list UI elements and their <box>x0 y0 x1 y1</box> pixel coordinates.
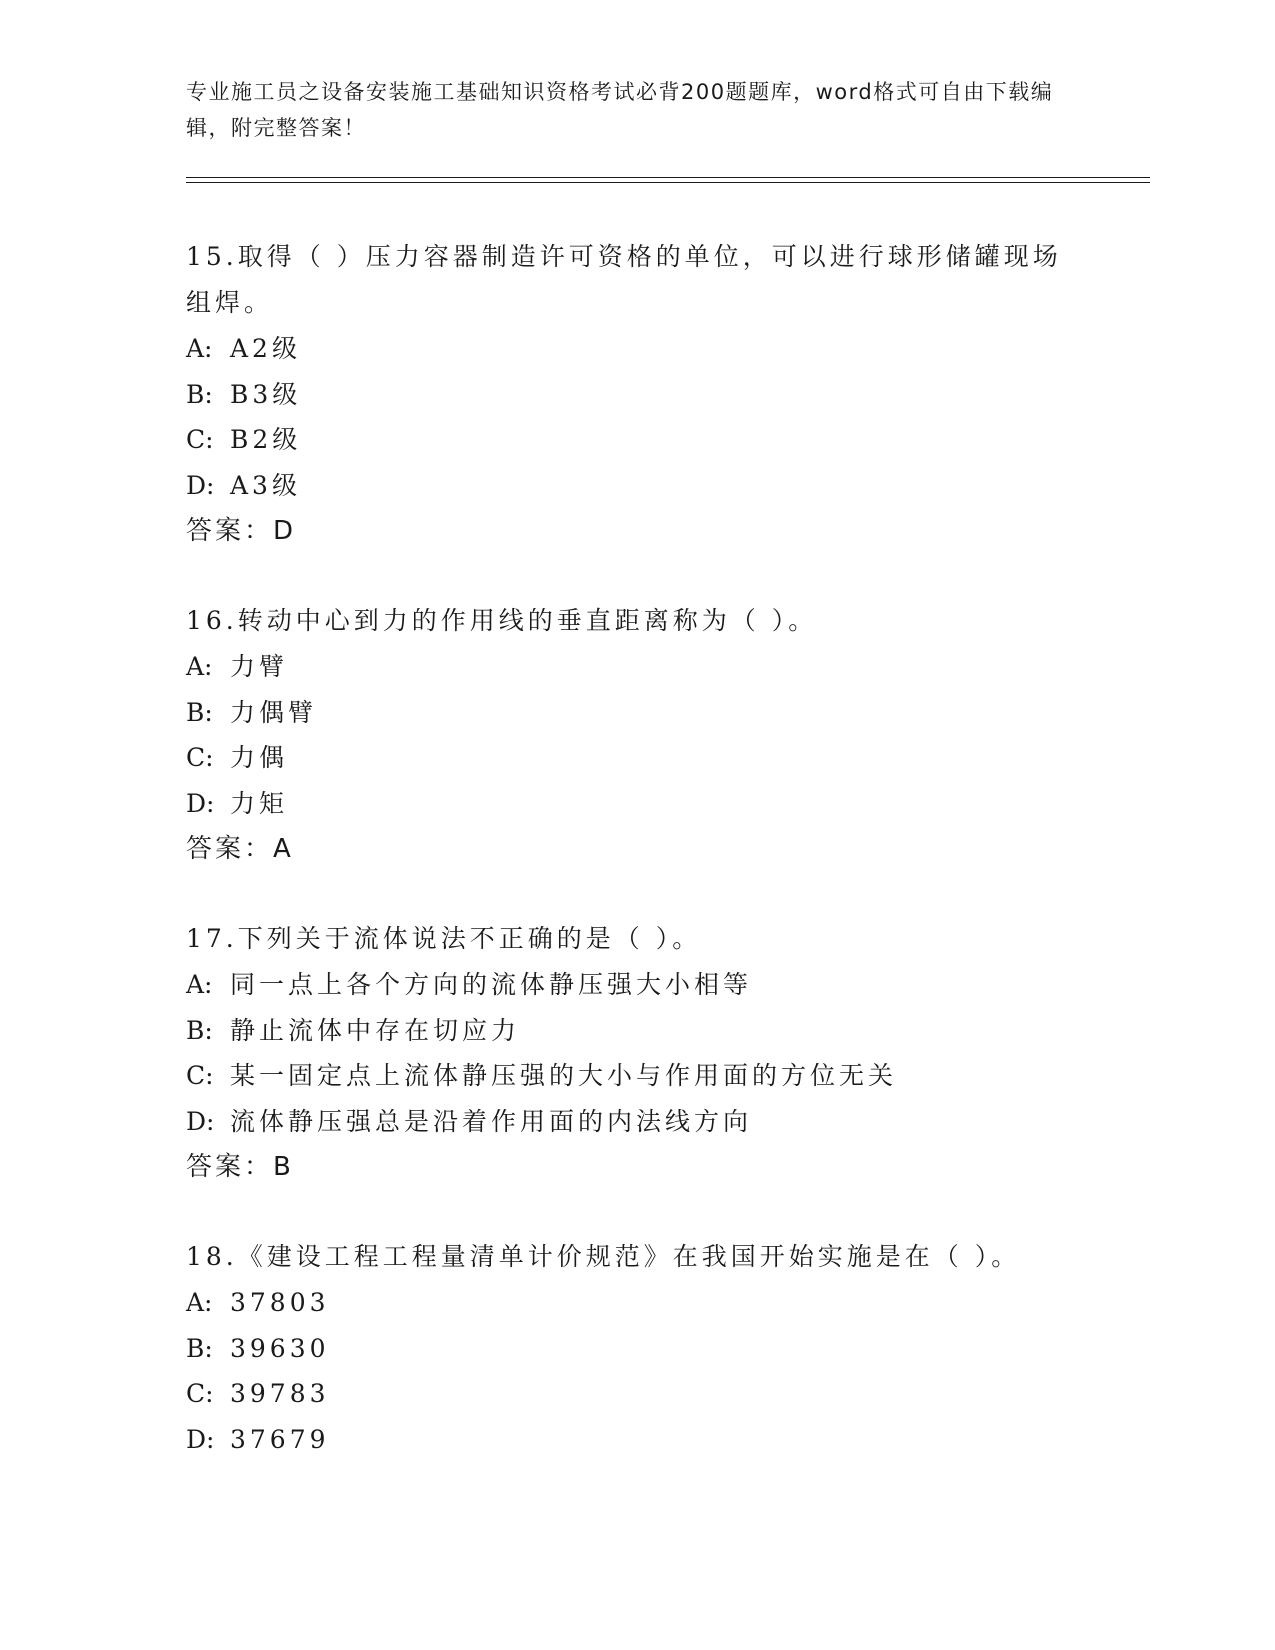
option-letter: C: <box>186 1061 214 1090</box>
question-stem: 16.转动中心到力的作用线的垂直距离称为（ ）。 <box>186 606 818 635</box>
option-letter: D: <box>186 470 215 500</box>
header-divider-top <box>186 177 1150 178</box>
option-b <box>186 1008 1086 1054</box>
option-a <box>186 326 1086 372</box>
option-d <box>186 1417 1086 1463</box>
option-letter: B: <box>186 697 213 727</box>
option-letter: B: <box>186 1015 213 1045</box>
option-b <box>186 690 1086 736</box>
header-divider-bottom <box>186 182 1150 183</box>
answer-line: 答案：A <box>186 834 294 864</box>
option-text: 力矩 <box>230 788 289 818</box>
option-text: B3级 <box>230 379 302 409</box>
option-letter: C: <box>186 425 214 454</box>
option-text: 同一点上各个方向的流体静压强大小相等 <box>230 970 753 999</box>
question-16 <box>186 598 1086 872</box>
option-letter: C: <box>186 1379 214 1408</box>
option-text: 37803 <box>230 1288 330 1317</box>
option-letter: A: <box>186 1288 213 1317</box>
option-letter: A: <box>186 652 213 681</box>
option-letter: B: <box>186 379 213 409</box>
answer-line: 答案：B <box>186 1152 294 1182</box>
option-text: 力偶 <box>230 743 289 772</box>
option-a <box>186 1280 1086 1326</box>
option-a <box>186 644 1086 690</box>
question-stem: 18.《建设工程工程量清单计价规范》在我国开始实施是在（ ）。 <box>186 1242 1021 1271</box>
option-text: 37679 <box>230 1424 330 1454</box>
option-letter: B: <box>186 1333 213 1363</box>
option-d <box>186 781 1086 827</box>
option-text: A2级 <box>230 334 301 363</box>
question-17 <box>186 916 1086 1190</box>
option-a <box>186 962 1086 1008</box>
option-text: B2级 <box>230 425 302 454</box>
option-letter: D: <box>186 788 215 818</box>
option-b <box>186 372 1086 418</box>
option-letter: D: <box>186 1424 215 1454</box>
answer-line: 答案：D <box>186 516 297 546</box>
option-d <box>186 463 1086 509</box>
question-stem: 15.取得（ ）压力容器制造许可资格的单位，可以进行球形储罐现场组焊。 <box>186 242 1062 317</box>
document-header-title: 专业施工员之设备安装施工基础知识资格考试必背200题题库，word格式可自由下载编辑，附完整答案！ <box>186 80 1054 140</box>
option-c <box>186 417 1086 463</box>
option-c <box>186 1371 1086 1417</box>
option-text: 力偶臂 <box>230 697 318 727</box>
option-text: 力臂 <box>230 652 289 681</box>
option-letter: C: <box>186 743 214 772</box>
option-letter: D: <box>186 1106 215 1136</box>
option-b <box>186 1326 1086 1372</box>
question-18 <box>186 1234 1086 1462</box>
option-letter: A: <box>186 970 213 999</box>
option-text: 39783 <box>230 1379 330 1408</box>
option-d <box>186 1099 1086 1145</box>
option-c <box>186 735 1086 781</box>
question-stem: 17.下列关于流体说法不正确的是（ ）。 <box>186 924 702 953</box>
option-text: 流体静压强总是沿着作用面的内法线方向 <box>230 1106 753 1136</box>
option-text: 某一固定点上流体静压强的大小与作用面的方位无关 <box>230 1061 898 1090</box>
option-letter: A: <box>186 334 213 363</box>
question-15 <box>186 234 1086 554</box>
option-text: A3级 <box>230 470 301 500</box>
option-text: 39630 <box>230 1333 330 1363</box>
option-text: 静止流体中存在切应力 <box>230 1015 521 1045</box>
option-c <box>186 1053 1086 1099</box>
